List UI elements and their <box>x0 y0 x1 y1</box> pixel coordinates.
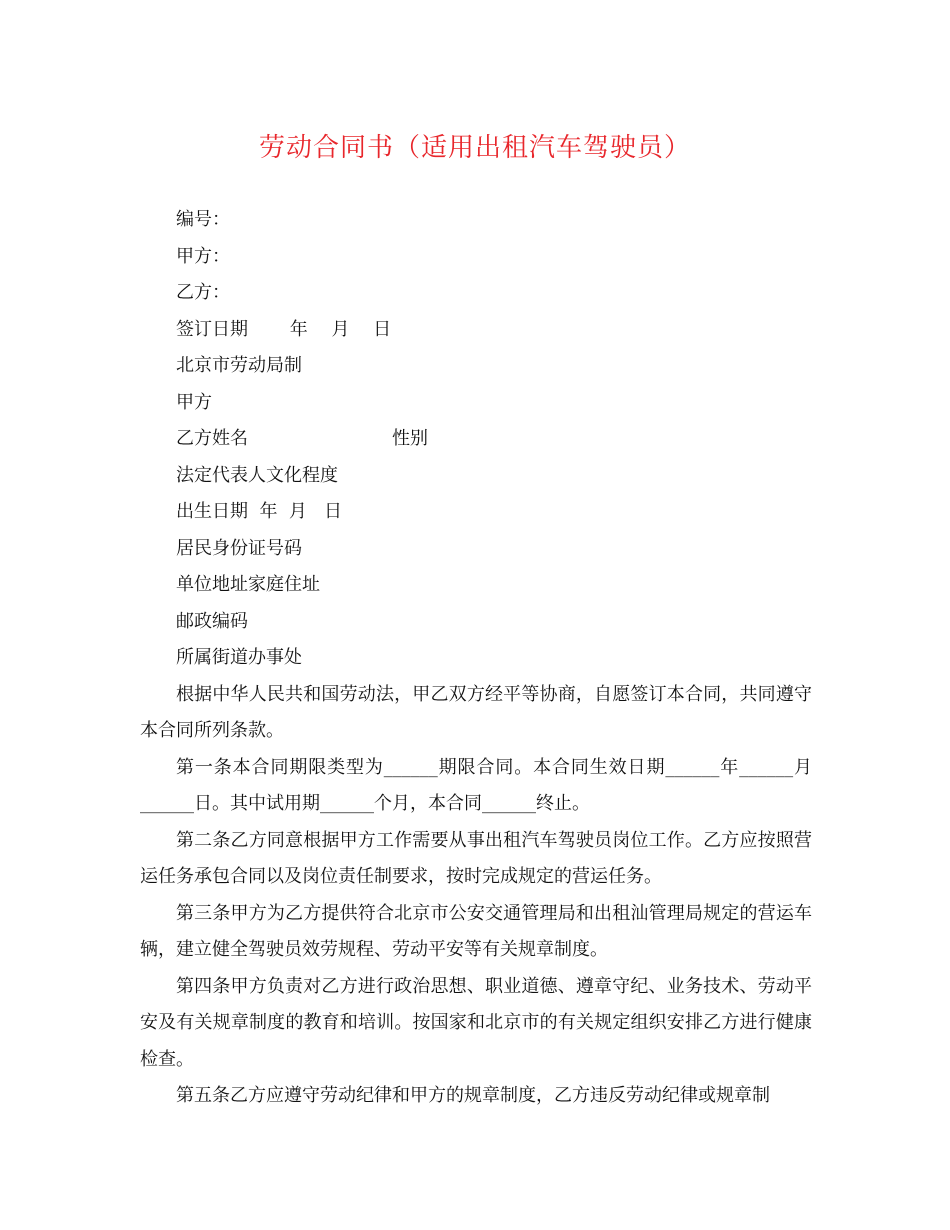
paragraph-article-1: 第一条本合同期限类型为______期限合同。本合同生效日期______年______月______日。其中试用期______个月，本合同______终止。 <box>140 756 812 814</box>
field-address: 单位地址家庭住址 <box>176 574 320 595</box>
field-birth-date: 出生日期 年 月 日 <box>176 501 343 522</box>
field-party-a-plain: 甲方 <box>176 391 212 413</box>
field-issuer: 北京市劳动局制 <box>176 355 302 376</box>
field-sign-date: 签订日期 年 月 日 <box>176 318 392 340</box>
field-party-a: 甲方： <box>176 245 230 267</box>
paragraph-article-4: 第四条甲方负责对乙方进行政治思想、职业道德、遵章守纪、业务技术、劳动平安及有关规章制度的教育和培训。按国家和北京市的有关规定组织安排乙方进行健康检查。 <box>140 975 812 1070</box>
field-id-number: 居民身份证号码 <box>176 537 302 559</box>
paragraph-article-2: 第二条乙方同意根据甲方工作需要从事出租汽车驾驶员岗位工作。乙方应按照营运任务承包合同以及岗位责任制要求，按时完成规定的营运任务。 <box>140 829 812 887</box>
paragraph-article-5: 第五条乙方应遵守劳动纪律和甲方的规章制度，乙方违反劳动纪律或规章制 <box>176 1085 770 1106</box>
paragraph-article-3: 第三条甲方为乙方提供符合北京市公安交通管理局和出租汕管理局规定的营运车辆，建立健全驾驶员效劳规程、劳动平安等有关规章制度。 <box>140 902 812 960</box>
field-number: 编号： <box>176 209 230 230</box>
field-postal-code: 邮政编码 <box>176 610 248 632</box>
document-body <box>140 202 812 1115</box>
paragraph-intro: 根据中华人民共和国劳动法，甲乙双方经平等协商，自愿签订本合同，共同遵守本合同所列条款。 <box>140 683 812 741</box>
field-subdistrict: 所属街道办事处 <box>176 647 302 668</box>
field-party-b: 乙方： <box>176 282 230 303</box>
field-party-b-name-gender: 乙方姓名 性别 <box>176 428 428 449</box>
document-title: 劳动合同书（适用出租汽车驾驶员） <box>258 133 691 163</box>
field-legal-rep-education: 法定代表人文化程度 <box>176 464 338 486</box>
